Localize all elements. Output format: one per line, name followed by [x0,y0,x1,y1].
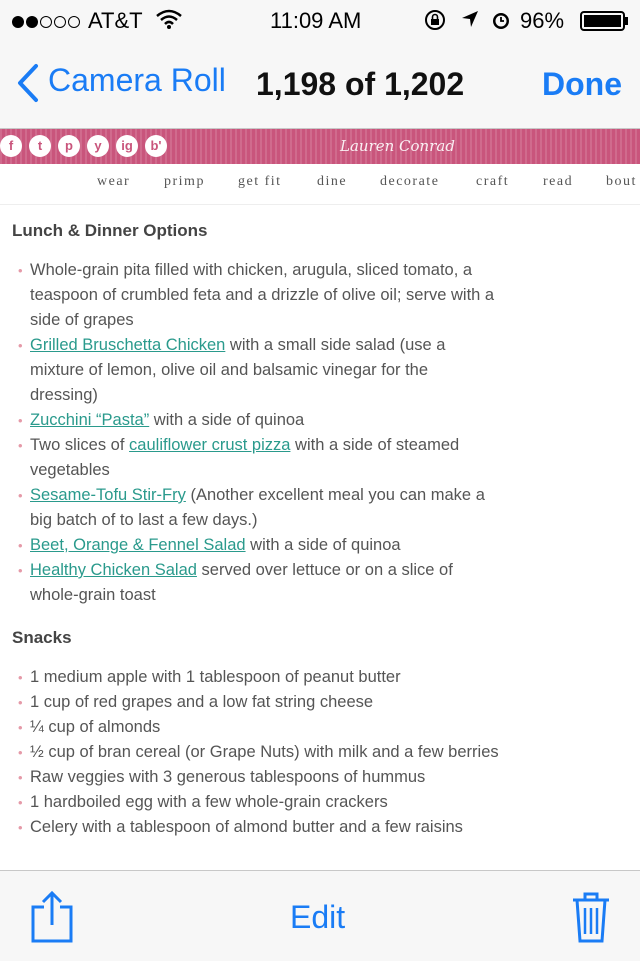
item-text: Whole-grain pita filled with chicken, arugula, sliced tomato, a teaspoon of crumbled feta and a drizzle of olive oil; serve with a side of grapes [30,261,495,329]
location-arrow-icon [460,9,480,35]
site-nav-craft[interactable]: craft [476,174,510,189]
item-text: with a side of quinoa [245,536,401,554]
site-nav-decorate[interactable]: decorate [380,174,440,189]
edit-button[interactable]: Edit [290,899,346,935]
photo-toolbar [0,870,640,961]
share-button[interactable] [30,891,74,948]
lunch-dinner-heading: Lunch & Dinner Options [12,221,208,240]
chevron-left-icon [16,63,40,103]
list-item [30,408,500,433]
back-button-label: Camera Roll [48,62,226,98]
site-nav-primp[interactable]: primp [164,174,205,189]
list-item [30,533,500,558]
site-logo[interactable]: Lauren Conrad [340,137,455,155]
battery-percent: 96% [520,8,565,33]
recipe-link[interactable]: Grilled Bruschetta Chicken [30,336,226,354]
site-nav-get-fit[interactable]: get fit [238,174,282,189]
list-item [30,433,500,483]
delete-button[interactable] [572,891,610,948]
rotation-lock-icon [424,9,446,37]
list-item [30,258,500,333]
recipe-link[interactable]: Sesame-Tofu Stir-Fry [30,486,186,504]
signal-strength-icon [12,8,82,34]
battery-icon [580,11,630,37]
wifi-icon [156,9,182,35]
site-nav-wear[interactable]: wear [97,174,131,189]
site-nav-about[interactable]: bout [606,174,637,189]
item-text: Two slices of [30,436,130,454]
site-nav-read[interactable]: read [543,174,574,189]
site-nav-dine[interactable]: dine [317,174,348,189]
recipe-link[interactable]: Beet, Orange & Fennel Salad [30,536,246,554]
alarm-clock-icon [490,9,512,37]
pinterest-icon[interactable]: p [58,135,80,157]
item-text: (Another excellent meal you can make a big batch of to last a few days.) [30,486,485,529]
site-category-nav [0,164,640,205]
youtube-icon[interactable]: y [87,135,109,157]
item-text: with a side of quinoa [149,411,305,429]
recipe-link[interactable]: cauliflower crust pizza [129,436,291,454]
site-header-banner [0,129,640,164]
done-button[interactable]: Done [542,66,622,102]
item-text: with a small side salad (use a mixture of lemon, olive oil and balsamic vinegar for the dressing) [30,336,446,404]
list-item: • 1 medium apple with 1 tablespoon of peanut butter [30,665,500,690]
list-item: • 1 cup of red grapes and a low fat string cheese [30,690,500,715]
list-item [30,558,500,608]
article-content [0,205,640,865]
photo-counter-title: 1,198 of 1,202 [256,66,465,102]
instagram-icon[interactable]: ig [116,135,138,157]
list-item: • 1 hardboiled egg with a few whole-grain crackers [30,790,500,815]
bloglovin-icon[interactable]: b' [145,135,167,157]
snacks-list [30,665,500,840]
share-icon [30,891,74,943]
list-item: • ¼ cup of almonds [30,715,500,740]
trash-icon [572,891,610,943]
list-item [30,483,500,533]
list-item: • Celery with a tablespoon of almond butter and a few raisins [30,815,500,840]
item-text: served over lettuce or on a slice of whole-grain toast [30,561,453,604]
back-button[interactable] [16,62,226,103]
list-item: • Raw veggies with 3 generous tablespoons of hummus [30,765,500,790]
list-item [30,333,500,408]
lunch-dinner-list [30,258,500,608]
photo-nav-bar [0,40,640,129]
twitter-icon[interactable]: t [29,135,51,157]
carrier-label: AT&T [88,8,143,33]
recipe-link[interactable]: Healthy Chicken Salad [30,561,197,579]
item-text: with a side of steamed vegetables [30,436,460,479]
clock-time: 11:09 AM [270,8,362,33]
recipe-link[interactable]: Zucchini “Pasta” [30,411,150,429]
snacks-heading: Snacks [12,628,72,647]
status-bar [0,0,640,40]
facebook-icon[interactable]: f [0,135,22,157]
list-item: • ½ cup of bran cereal (or Grape Nuts) with milk and a few berries [30,740,500,765]
